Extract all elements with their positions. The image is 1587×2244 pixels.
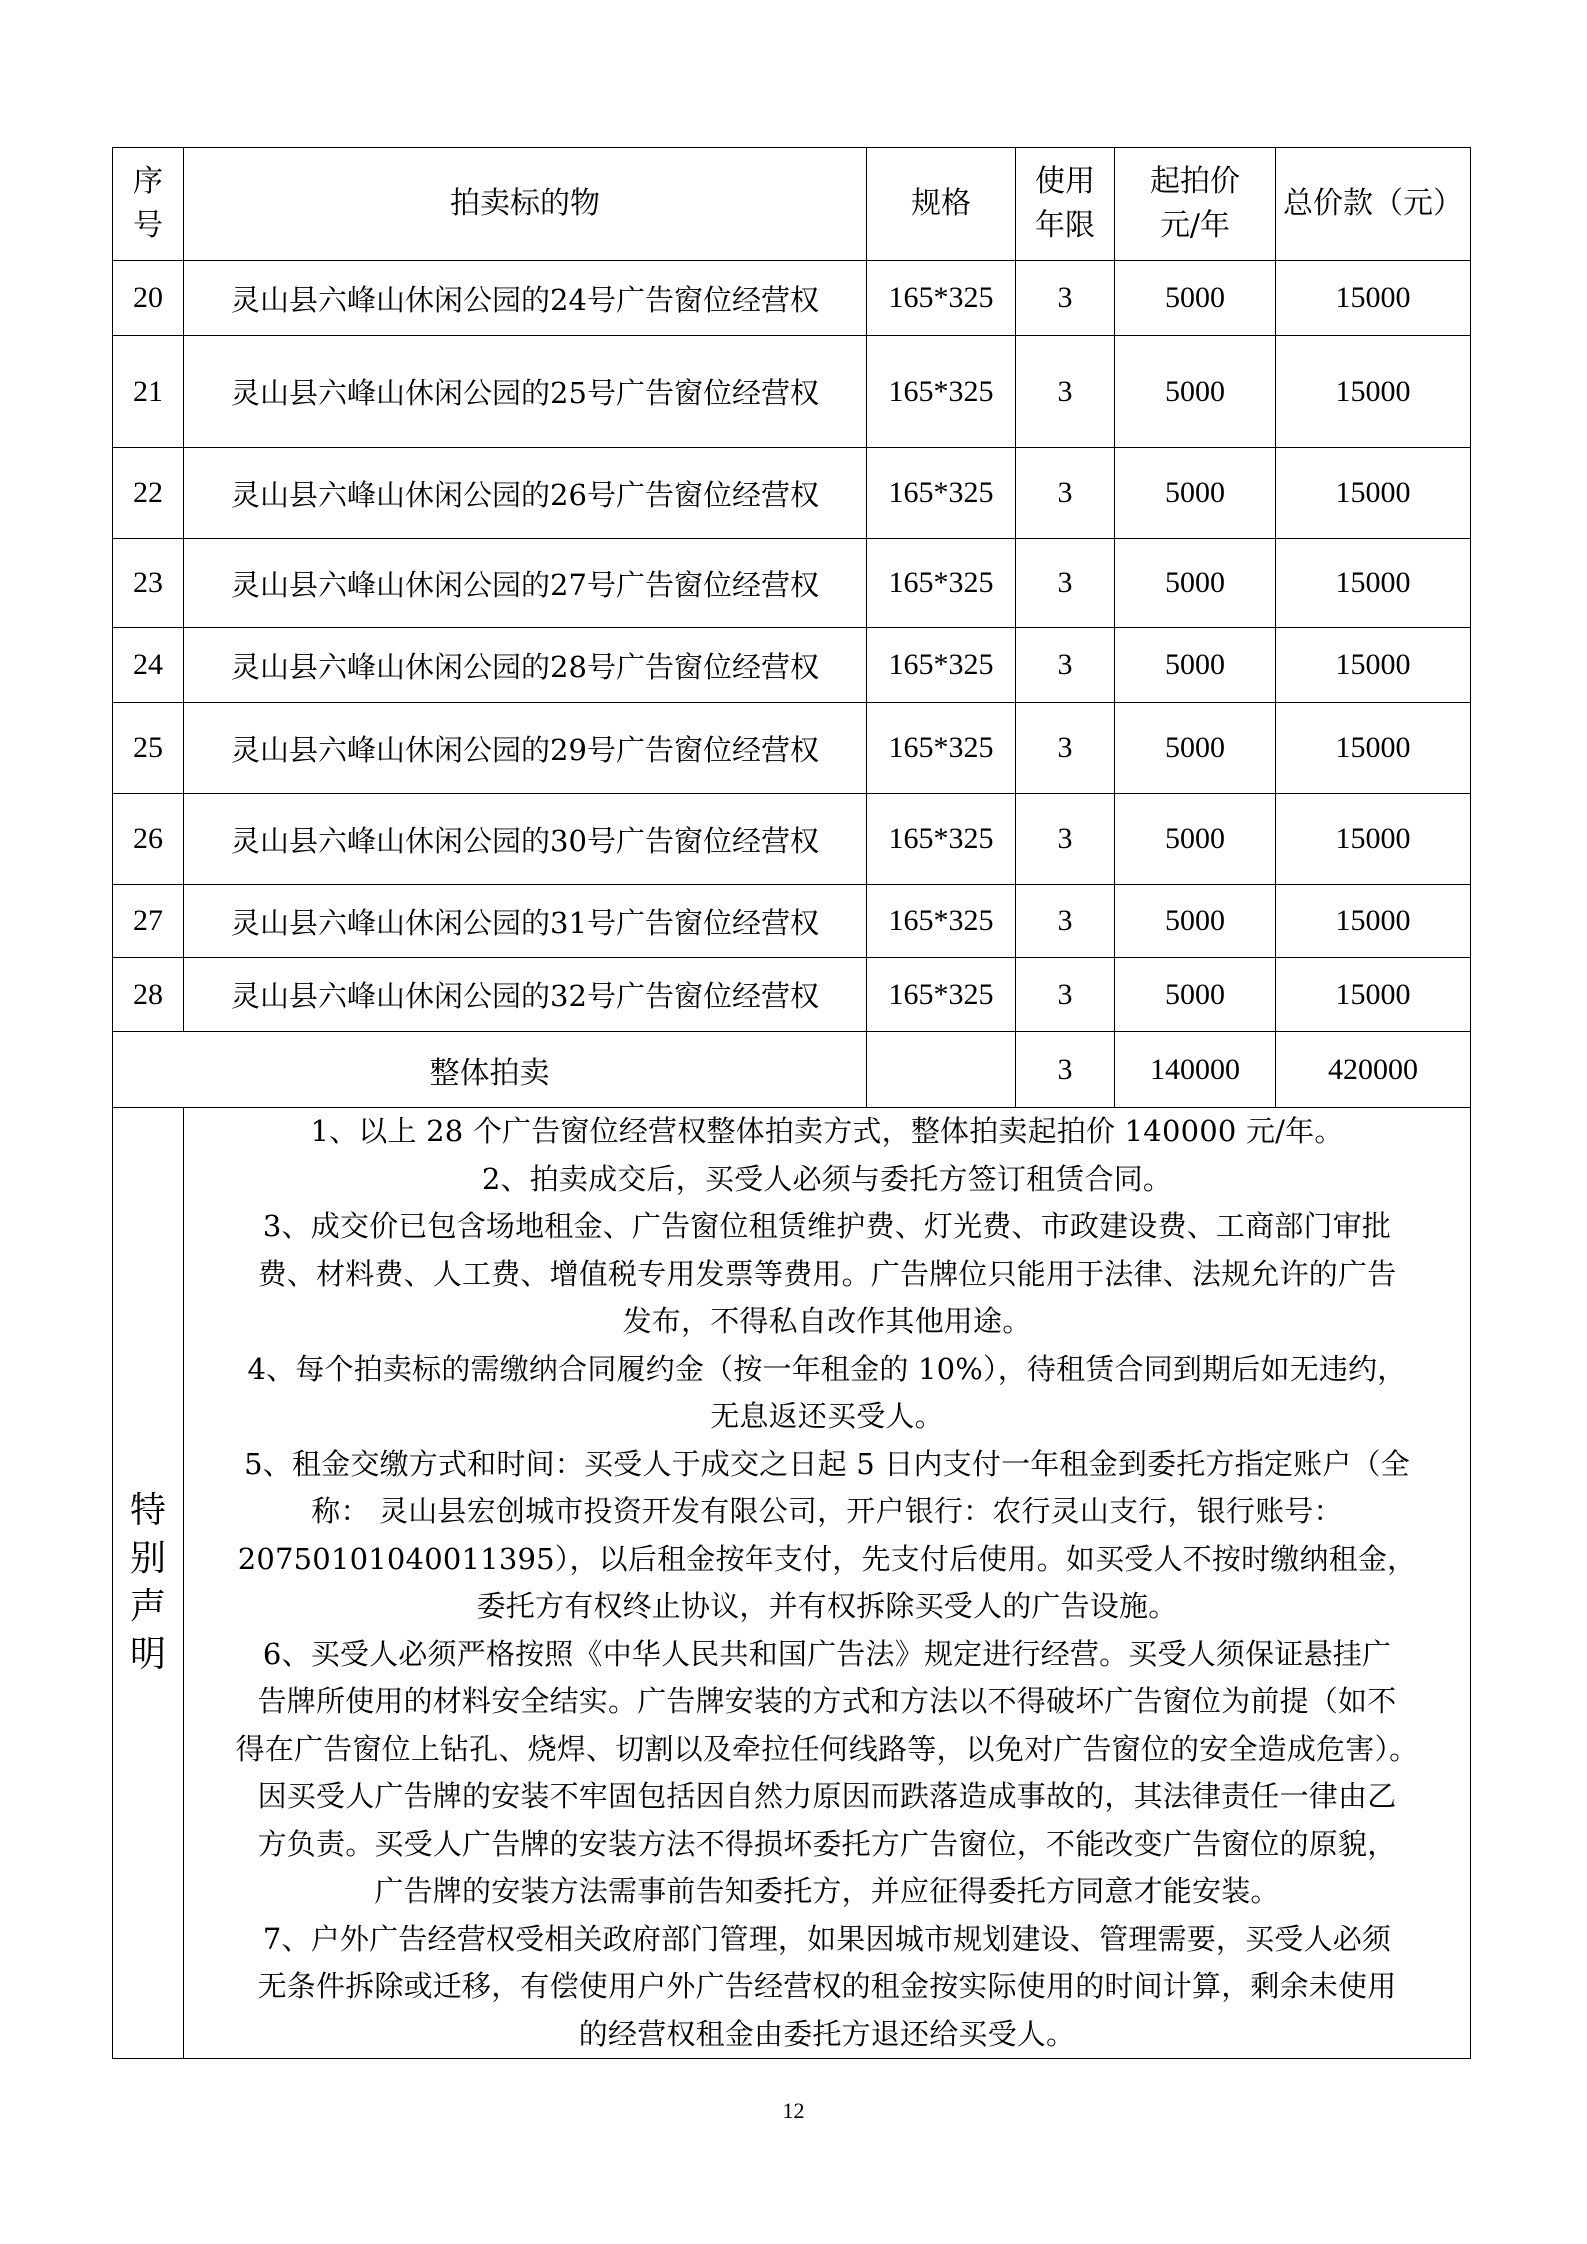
cell-total: 15000 — [1276, 885, 1471, 958]
document-page — [112, 147, 1470, 2059]
cell-item: 灵山县六峰山休闲公园的29号广告窗位经营权 — [184, 703, 867, 794]
note-line: 2、拍卖成交后，买受人必须与委托方签订租赁合同。 — [481, 1161, 1173, 1196]
cell-item: 灵山县六峰山休闲公园的31号广告窗位经营权 — [184, 885, 867, 958]
cell-start-price: 5000 — [1115, 448, 1276, 539]
summary-label: 整体拍卖 — [113, 1032, 867, 1108]
cell-start-price: 5000 — [1115, 794, 1276, 885]
table-row — [113, 336, 1471, 448]
cell-total: 15000 — [1276, 261, 1471, 336]
cell-seq: 23 — [113, 539, 184, 628]
note-line: 称： 灵山县宏创城市投资开发有限公司，开户银行：农行灵山支行，银行账号： — [311, 1494, 1343, 1528]
note-line: 4、每个拍卖标的需缴纳合同履约金（按一年租金的 10%），待租赁合同到期后如无违约， — [247, 1351, 1407, 1386]
cell-term: 3 — [1016, 336, 1115, 448]
note-line: 发布，不得私自改作其他用途。 — [622, 1304, 1032, 1338]
cell-seq: 22 — [113, 448, 184, 539]
cell-seq: 26 — [113, 794, 184, 885]
cell-start-price: 5000 — [1115, 885, 1276, 958]
header-seq: 序 号 — [113, 148, 184, 261]
table-row — [113, 628, 1471, 703]
page-number: 12 — [782, 2098, 805, 2123]
note-line: 无息返还买受人。 — [710, 1399, 944, 1433]
auction-table — [112, 147, 1471, 2059]
table-row — [113, 794, 1471, 885]
cell-item: 灵山县六峰山休闲公园的28号广告窗位经营权 — [184, 628, 867, 703]
header-spec: 规格 — [867, 148, 1016, 261]
note-line: 得在广告窗位上钻孔、烧焊、切割以及牵拉任何线路等，以免对广告窗位的安全造成危害）。 — [235, 1731, 1419, 1766]
cell-item: 灵山县六峰山休闲公园的30号广告窗位经营权 — [184, 794, 867, 885]
cell-item: 灵山县六峰山休闲公园的27号广告窗位经营权 — [184, 539, 867, 628]
note-line: 因买受人广告牌的安装不牢固包括因自然力原因而跌落造成事故的，其法律责任一律由乙 — [257, 1779, 1397, 1813]
cell-seq: 27 — [113, 885, 184, 958]
cell-seq: 21 — [113, 336, 184, 448]
cell-seq: 20 — [113, 261, 184, 336]
table-row — [113, 958, 1471, 1032]
note-line: 7、户外广告经营权受相关政府部门管理，如果因城市规划建设、管理需要，买受人必须 — [262, 1921, 1392, 1956]
cell-start-price: 5000 — [1115, 958, 1276, 1032]
cell-total: 15000 — [1276, 703, 1471, 794]
summary-row — [113, 1032, 1471, 1108]
cell-spec: 165*325 — [867, 885, 1016, 958]
note-line: 无条件拆除或迁移，有偿使用户外广告经营权的租金按实际使用的时间计算，剩余未使用 — [257, 1969, 1397, 2003]
table-header-row — [113, 148, 1471, 261]
cell-seq: 24 — [113, 628, 184, 703]
cell-start-price: 5000 — [1115, 628, 1276, 703]
note-line: 广告牌的安装方法需事前告知委托方，并应征得委托方同意才能安装。 — [374, 1874, 1280, 1908]
cell-spec: 165*325 — [867, 703, 1016, 794]
cell-spec: 165*325 — [867, 628, 1016, 703]
cell-term: 3 — [1016, 539, 1115, 628]
cell-total: 15000 — [1276, 448, 1471, 539]
cell-seq: 25 — [113, 703, 184, 794]
cell-item: 灵山县六峰山休闲公园的26号广告窗位经营权 — [184, 448, 867, 539]
cell-start-price: 5000 — [1115, 336, 1276, 448]
cell-start-price: 5000 — [1115, 261, 1276, 336]
header-start-price: 起拍价 元/年 — [1115, 148, 1276, 261]
note-line: 方负责。买受人广告牌的安装方法不得损坏委托方广告窗位，不能改变广告窗位的原貌， — [257, 1826, 1397, 1861]
summary-start-price: 140000 — [1115, 1032, 1276, 1108]
summary-spec — [867, 1032, 1016, 1108]
note-line: 1、以上 28 个广告窗位经营权整体拍卖方式，整体拍卖起拍价 140000 元/年。 — [310, 1114, 1344, 1148]
header-term: 使用 年限 — [1016, 148, 1115, 261]
cell-spec: 165*325 — [867, 794, 1016, 885]
cell-spec: 165*325 — [867, 448, 1016, 539]
note-line: 委托方有权终止协议，并有权拆除买受人的广告设施。 — [476, 1589, 1178, 1623]
cell-total: 15000 — [1276, 794, 1471, 885]
summary-term: 3 — [1016, 1032, 1115, 1108]
note-line: 告牌所使用的材料安全结实。广告牌安装的方式和方法以不得破坏广告窗位为前提（如不 — [257, 1684, 1397, 1718]
cell-start-price: 5000 — [1115, 539, 1276, 628]
cell-term: 3 — [1016, 794, 1115, 885]
table-row — [113, 703, 1471, 794]
cell-seq: 28 — [113, 958, 184, 1032]
cell-item: 灵山县六峰山休闲公园的32号广告窗位经营权 — [184, 958, 867, 1032]
cell-total: 15000 — [1276, 539, 1471, 628]
cell-total: 15000 — [1276, 628, 1471, 703]
table-row — [113, 261, 1471, 336]
header-item: 拍卖标的物 — [184, 148, 867, 261]
summary-total: 420000 — [1276, 1032, 1471, 1108]
cell-spec: 165*325 — [867, 261, 1016, 336]
cell-total: 15000 — [1276, 336, 1471, 448]
cell-term: 3 — [1016, 885, 1115, 958]
table-row — [113, 885, 1471, 958]
cell-term: 3 — [1016, 448, 1115, 539]
cell-term: 3 — [1016, 703, 1115, 794]
note-line: 20750101040011395），以后租金按年支付，先支付后使用。如买受人不按时缴纳租金， — [237, 1541, 1417, 1576]
note-line: 3、成交价已包含场地租金、广告窗位租赁维护费、灯光费、市政建设费、工商部门审批 — [262, 1209, 1392, 1243]
note-line: 费、材料费、人工费、增值税专用发票等费用。广告牌位只能用于法律、法规允许的广告 — [257, 1256, 1397, 1291]
note-line: 的经营权租金由委托方退还给买受人。 — [578, 2016, 1076, 2051]
cell-term: 3 — [1016, 958, 1115, 1032]
cell-item: 灵山县六峰山休闲公园的25号广告窗位经营权 — [184, 336, 867, 448]
cell-total: 15000 — [1276, 958, 1471, 1032]
notes-body — [184, 1108, 1471, 2059]
cell-spec: 165*325 — [867, 539, 1016, 628]
cell-item: 灵山县六峰山休闲公园的24号广告窗位经营权 — [184, 261, 867, 336]
notes-side-label: 特 别 声 明 — [113, 1108, 184, 2059]
header-total: 总价款（元） — [1276, 148, 1471, 261]
table-row — [113, 539, 1471, 628]
notes-row — [113, 1108, 1471, 2059]
cell-term: 3 — [1016, 261, 1115, 336]
note-line: 5、租金交缴方式和时间：买受人于成交之日起 5 日内支付一年租金到委托方指定账户（全 — [244, 1446, 1410, 1481]
cell-start-price: 5000 — [1115, 703, 1276, 794]
note-line: 6、买受人必须严格按照《中华人民共和国广告法》规定进行经营。买受人须保证悬挂广 — [262, 1636, 1392, 1671]
cell-spec: 165*325 — [867, 336, 1016, 448]
cell-spec: 165*325 — [867, 958, 1016, 1032]
table-row — [113, 448, 1471, 539]
cell-term: 3 — [1016, 628, 1115, 703]
